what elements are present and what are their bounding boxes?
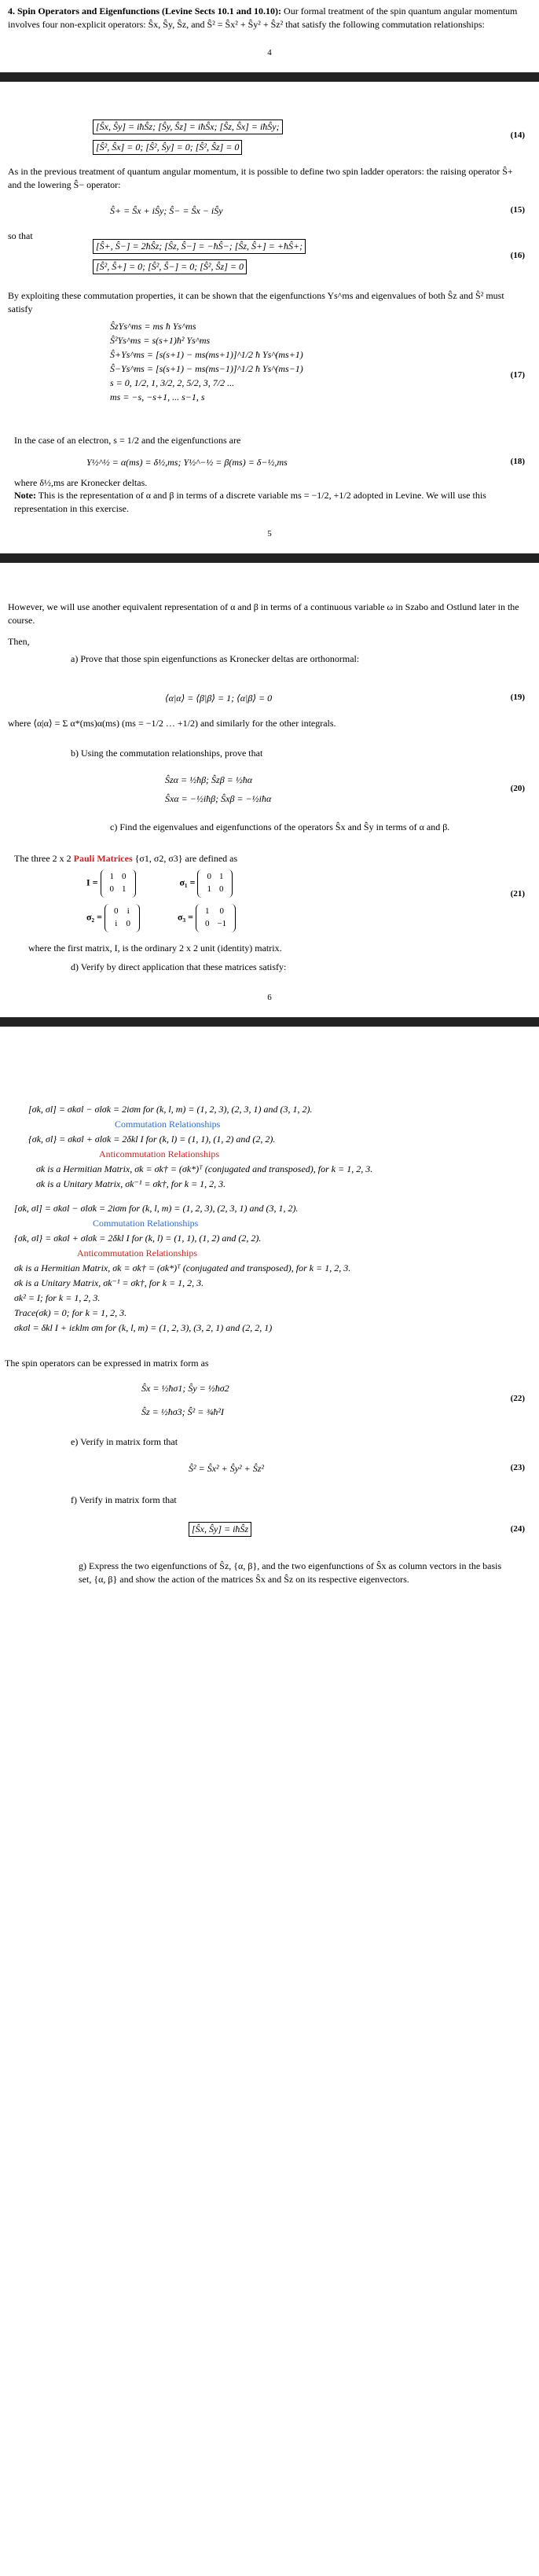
question-c: c) Find the eigenvalues and eigenfunctions of the operators Ŝx and Ŝy in terms of α and β.	[110, 821, 450, 832]
unitary-property: σk is a Unitary Matrix, σk⁻¹ = σk†, for k = 1, 2, 3.	[36, 1178, 226, 1189]
eq17-row: s = 0, 1/2, 1, 3/2, 2, 5/2, 3, 7/2 ...	[110, 377, 235, 388]
hermitian-property: σk is a Hermitian Matrix, σk = σk† = (σk*)ᵀ (conjugated and transposed), for k = 1, 2, 3.	[14, 1262, 351, 1273]
anticommutation-label: Anticommutation Relationships	[77, 1248, 197, 1259]
eq17-row: ŜzYs^ms = ms ħ Ys^ms	[110, 321, 196, 332]
matrix-row	[202, 919, 229, 930]
eq22-row1: Ŝx = ½ħσ1; Ŝy = ½ħσ2	[141, 1383, 229, 1394]
eq16-number: (16)	[510, 251, 525, 260]
matrix-row	[111, 919, 134, 930]
eq17-row: Ŝ²Ys^ms = s(s+1)ħ² Ys^ms	[110, 335, 211, 346]
sigma1-matrix	[197, 869, 233, 898]
section-heading: 4. Spin Operators and Eigenfunctions (Levine Sects 10.1 and 10.10):	[8, 6, 282, 17]
page-separator	[0, 72, 539, 82]
page-separator	[0, 1017, 539, 1027]
question-b: b) Using the commutation relationships, prove that	[71, 748, 263, 759]
matrix-row	[204, 872, 226, 883]
eq15-number: (15)	[510, 205, 525, 215]
unitary-property: σk is a Unitary Matrix, σk⁻¹ = σk†, for k = 1, 2, 3.	[14, 1277, 204, 1288]
eq14-box: [Ŝ², Ŝx] = 0; [Ŝ², Ŝy] = 0; [Ŝ², Ŝz] = 0	[93, 140, 242, 155]
p5-text: However, we will use another equivalent representation of α and β in terms of a continuous variable ω in Szabo and Ostlund later in the course.	[8, 601, 519, 627]
commutation-label: Commutation Relationships	[93, 1218, 199, 1229]
page-number: 4	[267, 48, 272, 57]
commutation-label: Commutation Relationships	[115, 1119, 221, 1130]
matrix-cell: 0	[219, 906, 225, 916]
eq22-row2: Ŝz = ½ħσ3; Ŝ² = ¾ħ²I	[141, 1406, 224, 1417]
eq21-row1	[86, 869, 233, 898]
eq19-number: (19)	[510, 693, 525, 702]
matrix-row	[107, 872, 130, 883]
note-label: Note:	[14, 490, 36, 501]
eq17-row: Ŝ+Ys^ms = [s(s+1) − ms(ms+1)]^1/2 ħ Ys^(ms+1)	[110, 349, 303, 360]
eq17	[110, 319, 303, 404]
eq23: Ŝ² = Ŝx² + Ŝy² + Ŝz²	[189, 1463, 265, 1474]
eq22-number: (22)	[510, 1394, 525, 1403]
where-inner: where ⟨α|α⟩ = Σ α*(ms)α(ms) (ms = −1/2 … +1/2) and similarly for the other integrals.	[8, 718, 336, 729]
question-g: g) Express the two eigenfunctions of Ŝz, {α, β}, and the two eigenfunctions of Ŝx as column vectors in the basis set, {α, β} and show the action of the matrices Ŝx and Ŝz on its respective eigenvectors.	[79, 1560, 502, 1586]
product-property: σkσl = δkl I + iεklm σm for (k, l, m) = (1, 2, 3), (3, 2, 1) and (2, 2, 1)	[14, 1322, 273, 1333]
eq21-row2	[86, 904, 236, 932]
eq24-number: (24)	[510, 1524, 525, 1534]
matrix-cell: 0	[109, 884, 115, 894]
commutation-relation: [σk, σl] = σkσl − σlσk = 2iσm for (k, l, m) = (1, 2, 3), (2, 3, 1) and (3, 1, 2).	[28, 1104, 313, 1115]
sigma1-symbol: σ₁ =	[179, 876, 196, 888]
note	[14, 489, 528, 516]
matrix-cell: 0	[113, 906, 119, 916]
matrix-cell: 0	[126, 918, 130, 928]
eq14-row2	[93, 140, 245, 155]
kronecker-text: where δ½,ms are Kronecker deltas.	[14, 477, 148, 488]
spin-matrix-text: The spin operators can be expressed in matrix form as	[5, 1358, 209, 1369]
electron-text: In the case of an electron, s = 1/2 and the eigenfunctions are	[14, 435, 241, 446]
identity-matrix	[101, 869, 136, 898]
pauli-pre: The three 2 x 2	[14, 853, 74, 864]
question-a: a) Prove that those spin eigenfunctions as Kronecker deltas are orthonormal:	[71, 653, 360, 664]
matrix-cell: −1	[217, 918, 227, 928]
matrix-cell: 0	[204, 918, 210, 928]
eq17-number: (17)	[510, 370, 525, 380]
matrix-cell: 1	[204, 906, 210, 916]
note-text: This is the representation of α and β in terms of a discrete variable ms = −1/2, +1/2 adopted in Levine. We will use this representation in this exercise.	[14, 490, 486, 515]
page-number: 6	[267, 993, 272, 1002]
question-f: f) Verify in matrix form that	[71, 1494, 177, 1505]
sigma3-symbol: σ₃ =	[177, 911, 193, 923]
eq16-box: [Ŝ+, Ŝ−] = 2ħŜz; [Ŝz, Ŝ−] = −ħŜ−; [Ŝz, Ŝ+] = +ħŜ+;	[93, 239, 306, 254]
eq16-row2	[93, 259, 250, 274]
eq16-box: [Ŝ², Ŝ+] = 0; [Ŝ², Ŝ−] = 0; [Ŝ², Ŝz] = 0	[93, 259, 247, 274]
eq14-row1	[93, 119, 286, 134]
matrix-row	[204, 884, 226, 895]
section-intro-text: Our formal treatment of the spin quantum angular momentum involves four non-explicit operators: Ŝx, Ŝy, Ŝz, and Ŝ² = Ŝx² + Ŝy² + Ŝz² that satisfy the following commutation relationships:	[8, 6, 518, 31]
then-text: Then,	[8, 636, 30, 647]
anticommutation-label: Anticommutation Relationships	[99, 1148, 219, 1159]
eq24-box: [Ŝx, Ŝy] = iħŜz	[189, 1522, 251, 1537]
pauli-post: {σ1, σ2, σ3} are defined as	[132, 853, 238, 864]
exploit-text: By exploiting these commutation properties, it can be shown that the eigenfunctions Ys^ms and eigenvalues of both Ŝz and Ŝ² must satisfy	[8, 290, 504, 315]
eq23-number: (23)	[510, 1463, 525, 1472]
eq19: ⟨α|α⟩ = ⟨β|β⟩ = 1; ⟨α|β⟩ = 0	[165, 693, 273, 704]
square-property: σk² = I; for k = 1, 2, 3.	[14, 1292, 101, 1303]
matrix-row	[107, 884, 130, 895]
sigma2-matrix	[104, 904, 140, 932]
matrix-row	[202, 906, 229, 917]
matrix-cell: 0	[207, 872, 211, 881]
matrix-cell: 0	[218, 884, 224, 894]
matrix-cell: 0	[122, 872, 126, 881]
ladder-text: As in the previous treatment of quantum angular momentum, it is possible to define two spin ladder operators: the raising operator Ŝ+ and the lowering Ŝ− operator:	[8, 166, 513, 191]
matrix-cell: 1	[109, 872, 115, 881]
identity-symbol: I =	[86, 876, 98, 888]
hermitian-property: σk is a Hermitian Matrix, σk = σk† = (σk*)ᵀ (conjugated and transposed), for k = 1, 2, 3.	[36, 1163, 373, 1174]
eq17-row: Ŝ−Ys^ms = [s(s+1) − ms(ms−1)]^1/2 ħ Ys^(ms−1)	[110, 363, 303, 374]
commutation-relation: [σk, σl] = σkσl − σlσk = 2iσm for (k, l, m) = (1, 2, 3), (2, 3, 1) and (3, 1, 2).	[14, 1203, 299, 1214]
matrix-row	[111, 906, 134, 917]
eq20-number: (20)	[510, 784, 525, 793]
eq24	[189, 1522, 255, 1537]
eq20-row2: Ŝxα = −½iħβ; Ŝxβ = −½iħα	[165, 793, 272, 804]
trace-property: Trace(σk) = 0; for k = 1, 2, 3.	[14, 1307, 127, 1318]
sigma2-symbol: σ₂ =	[86, 911, 102, 923]
page-number: 5	[267, 529, 272, 538]
question-d: d) Verify by direct application that these matrices satisfy:	[71, 961, 287, 972]
eq14-box: [Ŝx, Ŝy] = iħŜz; [Ŝy, Ŝz] = iħŜx; [Ŝz, Ŝx] = iħŜy;	[93, 119, 283, 134]
eq18: Y½^½ = α(ms) = δ½,ms; Y½^−½ = β(ms) = δ−½,ms	[86, 457, 288, 468]
eq21-number: (21)	[510, 889, 525, 898]
pauli-label: Pauli Matrices	[73, 853, 133, 864]
eq15: Ŝ+ = Ŝx + iŜy; Ŝ− = Ŝx − iŜy	[110, 205, 223, 216]
eq20-row1: Ŝzα = ½ħβ; Ŝzβ = ½ħα	[165, 774, 253, 785]
matrix-cell: i	[126, 906, 130, 916]
eq17-row: ms = −s, −s+1, ... s−1, s	[110, 391, 205, 402]
sigma3-matrix	[196, 904, 236, 932]
eq16-row1	[93, 239, 309, 254]
matrix-cell: 1	[218, 872, 224, 881]
pauli-intro	[14, 852, 237, 865]
anticommutation-relation: {σk, σl} = σkσl + σlσk = 2δkl I for (k, l) = (1, 1), (1, 2) and (2, 2).	[28, 1134, 276, 1145]
matrix-cell: 1	[122, 884, 126, 894]
anticommutation-relation: {σk, σl} = σkσl + σlσk = 2δkl I for (k, l) = (1, 1), (1, 2) and (2, 2).	[14, 1233, 262, 1244]
matrix-cell: i	[115, 918, 118, 928]
page-separator	[0, 553, 539, 563]
eq18-number: (18)	[510, 457, 525, 466]
identity-text: where the first matrix, I, is the ordinary 2 x 2 unit (identity) matrix.	[28, 943, 282, 954]
pauli-properties-2	[14, 1201, 525, 1336]
eq14-number: (14)	[510, 130, 525, 140]
section-intro	[8, 5, 528, 32]
matrix-cell: 1	[207, 884, 211, 894]
so-that: so that	[8, 230, 33, 241]
question-e: e) Verify in matrix form that	[71, 1436, 178, 1447]
pauli-properties-1	[28, 1102, 531, 1192]
